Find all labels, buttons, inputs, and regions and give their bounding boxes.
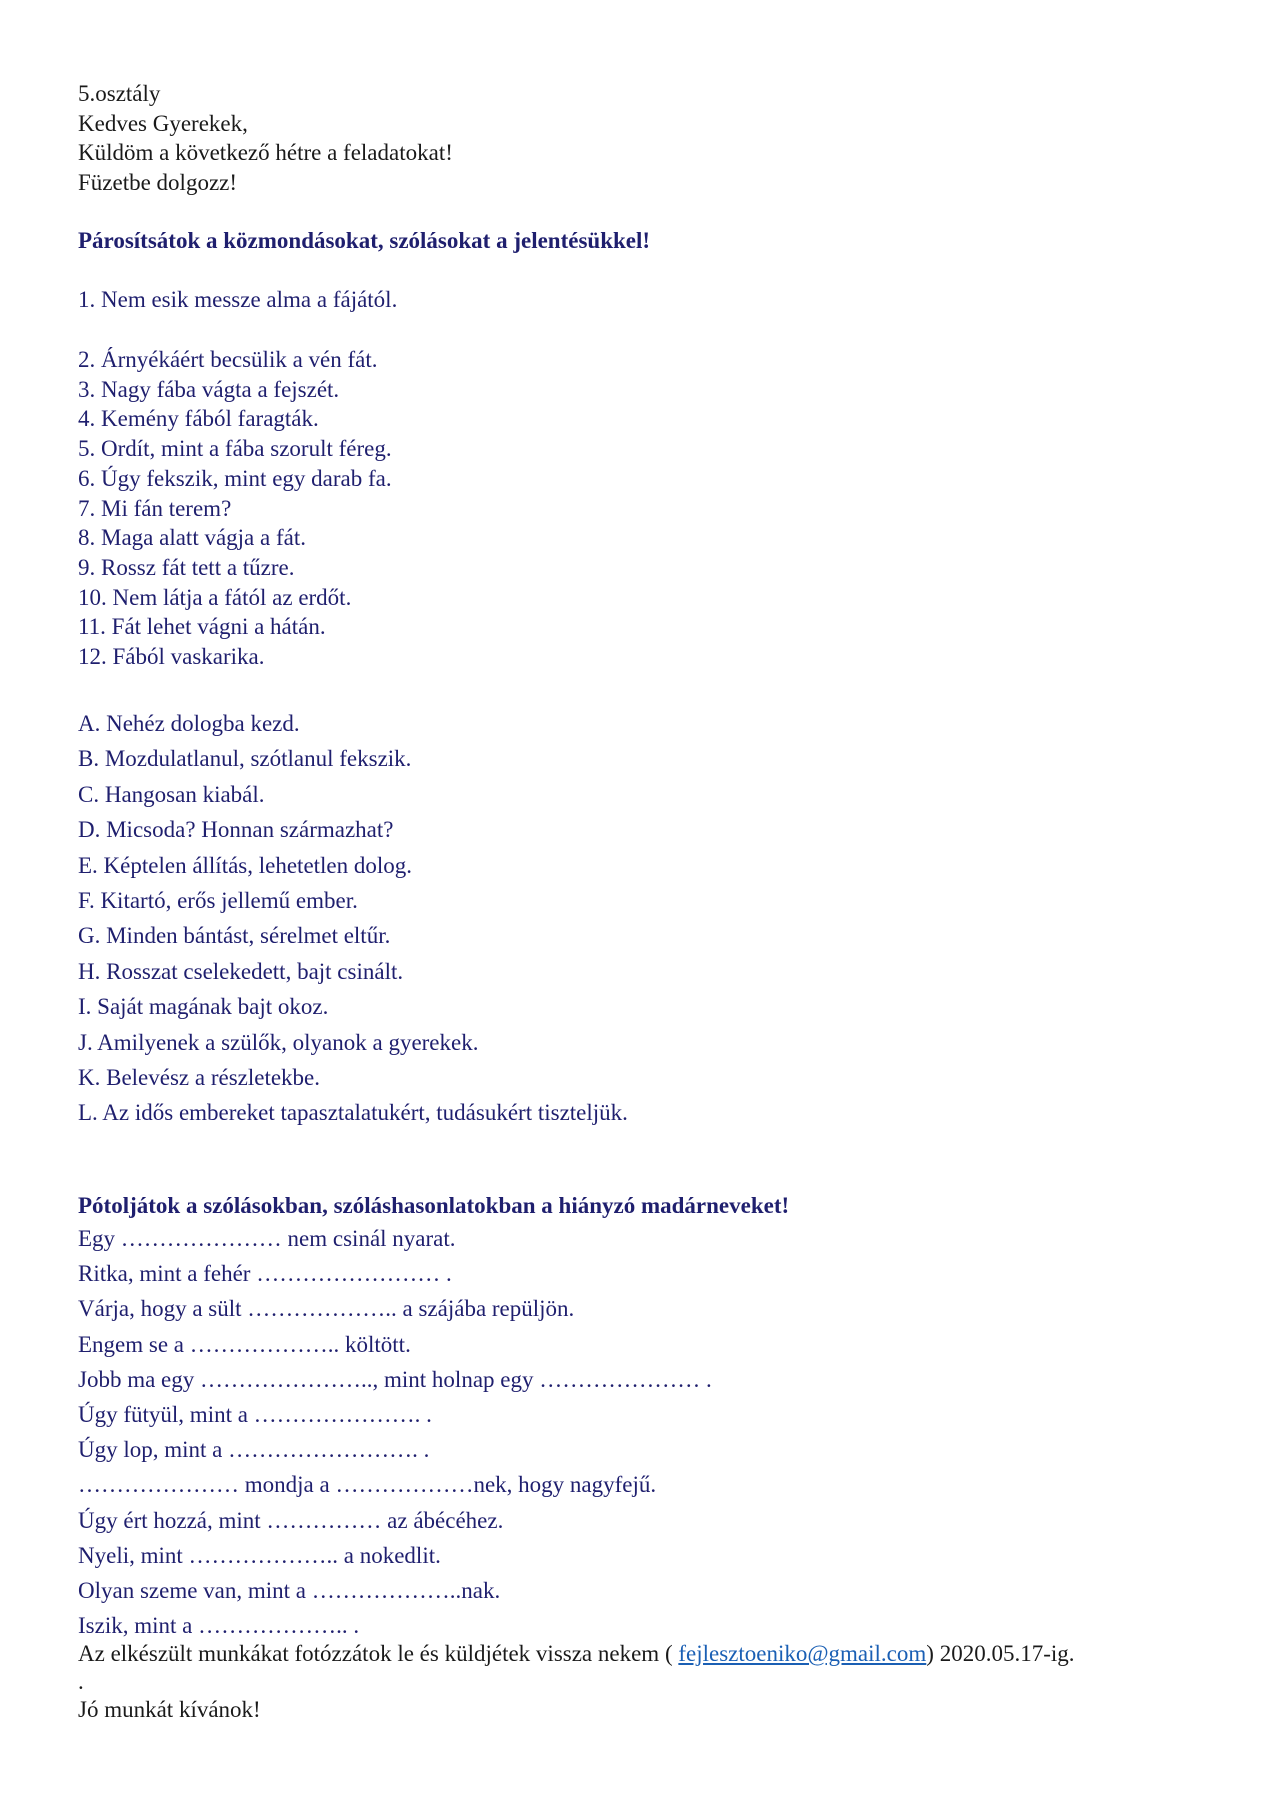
fill-in-item: Egy ………………… nem csinál nyarat. bbox=[78, 1226, 456, 1251]
proverb-item: 8. Maga alatt vágja a fát. bbox=[78, 525, 306, 551]
proverb-item: 3. Nagy fába vágta a fejszét. bbox=[78, 376, 340, 402]
email-link[interactable]: fejlesztoeniko@gmail.com bbox=[678, 1641, 927, 1666]
fill-in-item: Úgy lop, mint a ……………………. . bbox=[78, 1437, 430, 1463]
meaning-item: D. Micsoda? Honnan származhat? bbox=[78, 817, 394, 843]
footer-block bbox=[78, 1640, 1075, 1724]
meaning-item: B. Mozdulatlanul, szótlanul fekszik. bbox=[78, 746, 412, 772]
fill-in-item: Olyan szeme van, mint a ………………..nak. bbox=[78, 1578, 501, 1604]
intro-block bbox=[78, 79, 453, 198]
meaning-item: E. Képtelen állítás, lehetetlen dolog. bbox=[78, 852, 413, 878]
proverb-item: 4. Kemény fából faragták. bbox=[78, 406, 319, 432]
meaning-item: I. Saját magának bajt okoz. bbox=[78, 994, 329, 1020]
meaning-list bbox=[78, 706, 628, 1131]
meaning-item: G. Minden bántást, sérelmet eltűr. bbox=[78, 923, 391, 949]
proverb-item: 1. Nem esik messze alma a fájától. bbox=[78, 287, 398, 312]
meaning-item: F. Kitartó, erős jellemű ember. bbox=[78, 888, 358, 914]
proverb-item: 5. Ordít, mint a fába szorult féreg. bbox=[78, 436, 392, 462]
deadline-text: ) 2020.05.17-ig. bbox=[926, 1641, 1075, 1666]
meaning-item: J. Amilyenek a szülők, olyanok a gyerekek. bbox=[78, 1029, 479, 1055]
meaning-item: A. Nehéz dologba kezd. bbox=[78, 711, 300, 736]
fill-in-list bbox=[78, 1221, 712, 1643]
intro-instruction: Füzetbe dolgozz! bbox=[78, 170, 238, 196]
fill-in-item: ………………… mondja a ………………nek, hogy nagyfejű. bbox=[78, 1472, 657, 1498]
proverb-item: 7. Mi fán terem? bbox=[78, 495, 232, 521]
fill-in-item: Jobb ma egy ………………….., mint holnap egy ………………… . bbox=[78, 1366, 712, 1392]
fill-in-item: Iszik, mint a ……………….. . bbox=[78, 1613, 360, 1639]
meaning-item: C. Hangosan kiabál. bbox=[78, 781, 265, 807]
proverb-list bbox=[78, 345, 392, 672]
task2-heading: Pótoljátok a szólásokban, szóláshasonlatokban a hiányzó madárneveket! bbox=[78, 1193, 790, 1218]
intro-line: Küldöm a következő hétre a feladatokat! bbox=[78, 140, 453, 166]
submission-text: Az elkészült munkákat fotózzátok le és küldjétek vissza nekem ( bbox=[78, 1641, 679, 1666]
proverb-item: 11. Fát lehet vágni a hátán. bbox=[78, 614, 326, 640]
submission-line bbox=[78, 1640, 1075, 1668]
fill-in-item: Engem se a ……………….. költött. bbox=[78, 1331, 411, 1357]
closing-text: Jó munkát kívánok! bbox=[78, 1697, 261, 1722]
fill-in-item: Várja, hogy a sült ……………….. a szájába repüljön. bbox=[78, 1296, 575, 1322]
stray-dot: . bbox=[78, 1669, 84, 1694]
fill-in-item: Nyeli, mint ……………….. a nokedlit. bbox=[78, 1542, 441, 1568]
proverb-item: 6. Úgy fekszik, mint egy darab fa. bbox=[78, 465, 392, 491]
proverb-item: 10. Nem látja a fától az erdőt. bbox=[78, 584, 352, 610]
meaning-item: H. Rosszat cselekedett, bajt csinált. bbox=[78, 958, 404, 984]
class-label: 5.osztály bbox=[78, 81, 161, 106]
fill-in-item: Ritka, mint a fehér …………………… . bbox=[78, 1261, 452, 1287]
proverb-item: 2. Árnyékáért becsülik a vén fát. bbox=[78, 347, 378, 372]
task1-heading: Párosítsátok a közmondásokat, szólásokat a jelentésükkel! bbox=[78, 228, 651, 253]
proverb-item: 9. Rossz fát tett a tűzre. bbox=[78, 554, 295, 580]
meaning-item: K. Belevész a részletekbe. bbox=[78, 1065, 321, 1091]
fill-in-item: Úgy ért hozzá, mint …………… az ábécéhez. bbox=[78, 1507, 504, 1533]
meaning-item: L. Az idős embereket tapasztalatukért, tudásukért tiszteljük. bbox=[78, 1100, 628, 1126]
proverb-item: 12. Fából vaskarika. bbox=[78, 644, 265, 670]
greeting: Kedves Gyerekek, bbox=[78, 110, 248, 136]
fill-in-item: Úgy fütyül, mint a …………………. . bbox=[78, 1402, 432, 1428]
